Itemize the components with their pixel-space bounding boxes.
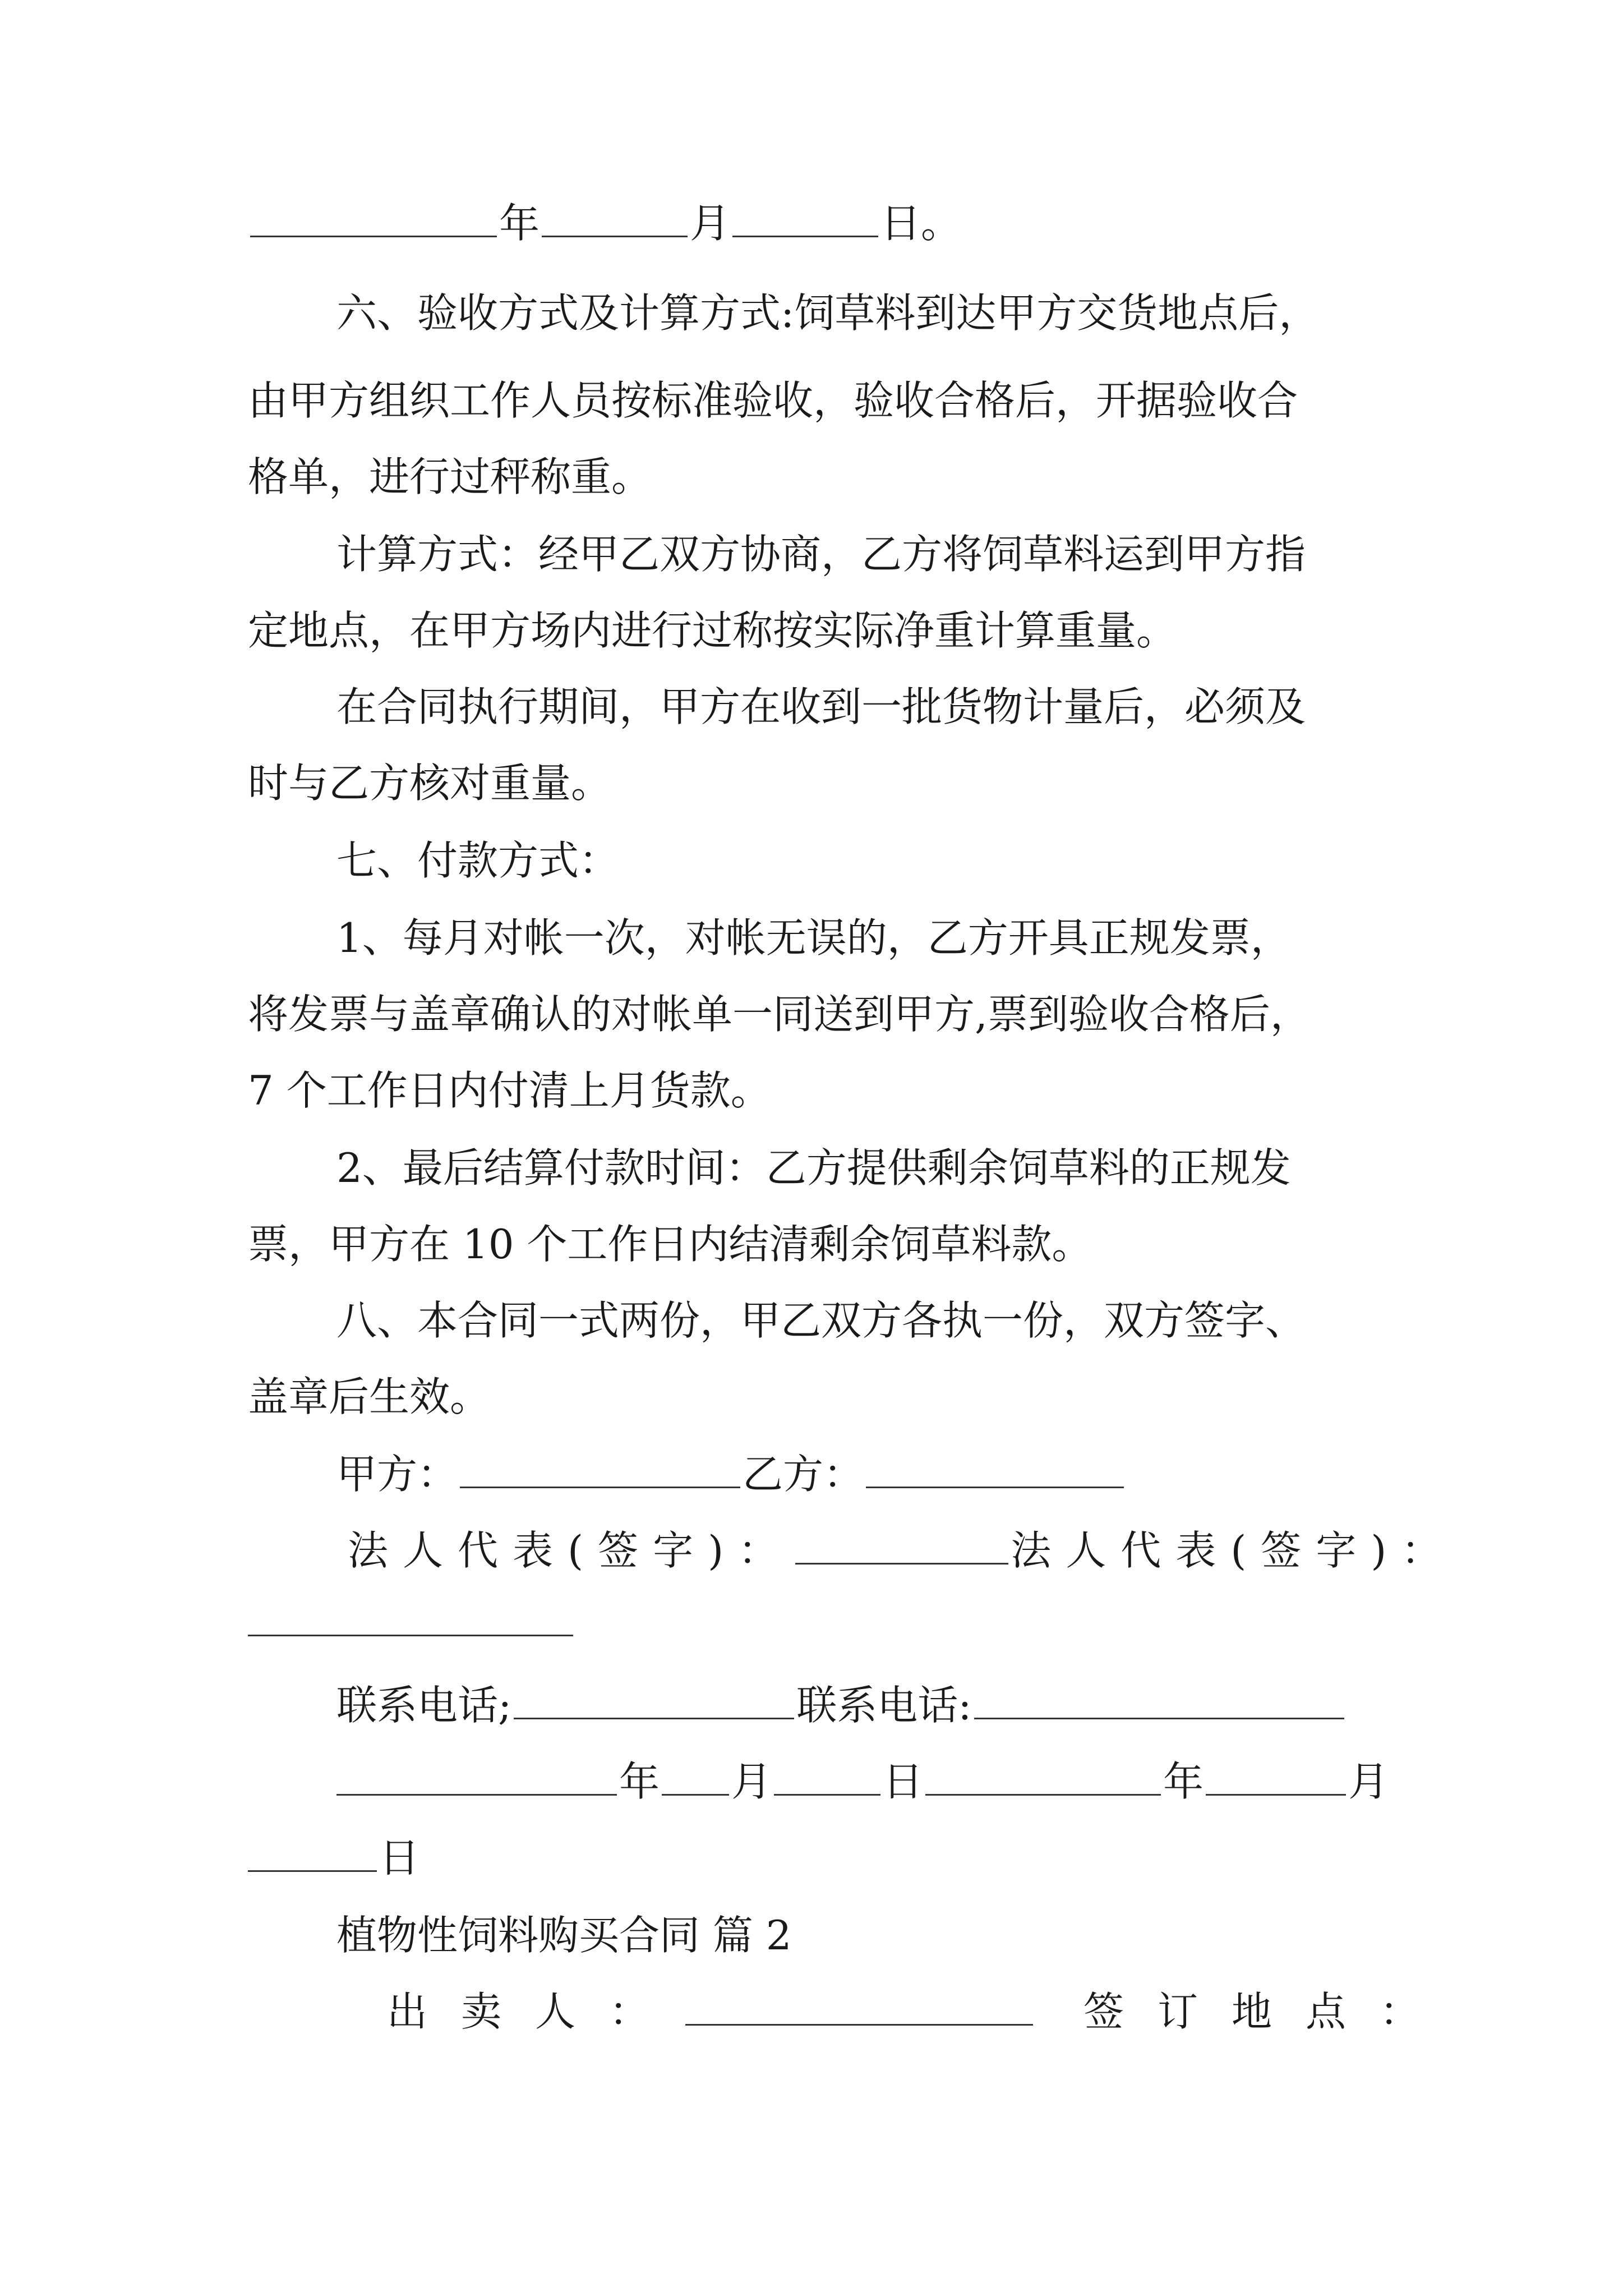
calc-line-2: 定地点，在甲方场内进行过称按实际净重计算重量。	[248, 607, 1177, 654]
payment-1-line-3: 7 个工作日内付清上月货款。	[248, 1067, 771, 1114]
phone-b-blank[interactable]	[974, 1685, 1344, 1719]
party-a-label: 甲方：	[336, 1451, 458, 1498]
date-line-top: 年 月 日。	[248, 195, 961, 251]
year-blank[interactable]	[250, 203, 497, 237]
phone-b-label: 联系电话:	[796, 1682, 972, 1729]
sig-month-a-blank[interactable]	[662, 1761, 729, 1796]
payment-2-line-2: 票，甲方在 10 个工作日内结清剩余饲草料款。	[248, 1221, 1092, 1268]
legal-rep-line	[348, 1522, 1456, 1579]
sig-year-b-blank[interactable]	[925, 1761, 1161, 1796]
seller-line	[387, 1984, 1454, 2040]
sig-day-a-blank[interactable]	[774, 1761, 880, 1796]
section-title-2: 植物性饲料购买合同 篇 2	[336, 1912, 792, 1959]
payment-2-line-1: 2、最后结算付款时间：乙方提供剩余饲草料的正规发	[336, 1144, 1291, 1191]
sig-year-a-blank[interactable]	[336, 1761, 617, 1796]
phone-a-blank[interactable]	[514, 1685, 794, 1719]
legal-rep-a-blank[interactable]	[795, 1530, 1008, 1565]
payment-1-line-2: 将发票与盖章确认的对帐单一同送到甲方,票到验收合格后，	[248, 991, 1311, 1038]
sign-place-label: 签订地点：	[1083, 1988, 1454, 2035]
section-7-heading: 七、付款方式：	[336, 837, 620, 884]
section-6-line-3: 格单，进行过秤称重。	[248, 453, 652, 500]
legal-rep-b-label: 法人代表(签字)：	[1011, 1527, 1456, 1574]
section-6-line-1: 六、验收方式及计算方式:饲草料到达甲方交货地点后，	[336, 289, 1320, 337]
payment-1-line-1: 1、每月对帐一次，对帐无误的，乙方开具正规发票，	[336, 914, 1291, 961]
sig-month-b-blank[interactable]	[1206, 1761, 1346, 1796]
seller-label: 出卖人：	[387, 1988, 684, 2035]
section-8-line-1: 八、本合同一式两份，甲乙双方各执一份，双方签字、	[336, 1297, 1306, 1344]
signature-day-b-line: 日	[248, 1830, 419, 1886]
phone-line	[336, 1677, 1347, 1733]
day-blank[interactable]	[732, 203, 878, 237]
exec-line-2: 时与乙方核对重量。	[248, 760, 612, 807]
seller-blank[interactable]	[685, 1991, 1033, 2026]
section-6-line-2: 由甲方组织工作人员按标准验收，验收合格后，开据验收合	[248, 377, 1298, 424]
sig-day-b-blank[interactable]	[248, 1838, 377, 1872]
party-line	[336, 1446, 1126, 1502]
legal-rep-b-blank[interactable]	[248, 1602, 573, 1636]
signature-date-line: 年 月 日 年 月	[336, 1754, 1389, 1810]
party-b-label: 乙方：	[743, 1451, 864, 1498]
party-a-blank[interactable]	[460, 1454, 740, 1488]
party-b-blank[interactable]	[866, 1454, 1124, 1488]
calc-line-1: 计算方式：经甲乙双方协商，乙方将饲草料运到甲方指	[336, 531, 1306, 578]
section-8-line-2: 盖章后生效。	[248, 1373, 491, 1420]
phone-a-label: 联系电话;	[336, 1682, 512, 1729]
legal-rep-b-line	[248, 1594, 575, 1650]
legal-rep-a-label: 法人代表(签字)：	[348, 1527, 794, 1574]
exec-line-1: 在合同执行期间，甲方在收到一批货物计量后，必须及	[336, 683, 1306, 730]
month-blank[interactable]	[542, 203, 688, 237]
